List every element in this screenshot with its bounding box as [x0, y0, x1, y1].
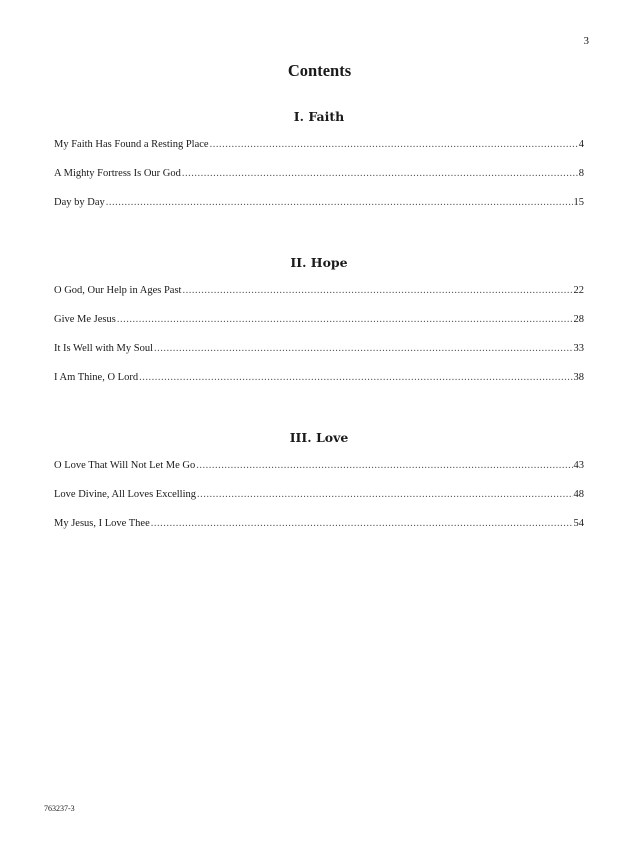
toc-entry-page: 28	[573, 314, 584, 325]
toc-entry-title: O God, Our Help in Ages Past	[54, 285, 182, 296]
toc-entry-title: Day by Day	[54, 197, 105, 208]
toc-entry[interactable]	[54, 518, 584, 547]
toc-entry[interactable]	[54, 139, 584, 168]
section-faith	[54, 108, 584, 226]
page-number: 3	[583, 35, 589, 47]
toc-entry-page: 38	[573, 372, 584, 383]
toc-entry[interactable]	[54, 343, 584, 372]
toc-entry-page: 43	[573, 460, 584, 471]
section-hope	[54, 254, 584, 401]
footer-code: 763237-3	[44, 804, 75, 813]
page-title: Contents	[287, 61, 352, 80]
toc-entry[interactable]	[54, 489, 584, 518]
toc-entry-title: O Love That Will Not Let Me Go	[54, 460, 196, 471]
toc-entry-title: My Jesus, I Love Thee	[54, 518, 150, 529]
toc-entry-title: My Faith Has Found a Resting Place	[54, 139, 209, 150]
toc-entry[interactable]	[54, 314, 584, 343]
section-heading: I. Faith	[293, 109, 345, 124]
dot-leader	[154, 343, 572, 354]
section-heading: II. Hope	[290, 255, 348, 270]
dot-leader	[139, 372, 572, 383]
toc-entry-page: 4	[578, 139, 584, 150]
toc-entry-page: 48	[573, 489, 584, 500]
toc-entry-title: A Mighty Fortress Is Our God	[54, 168, 181, 179]
dot-leader	[196, 460, 572, 471]
dot-leader	[210, 139, 578, 150]
toc-entry[interactable]	[54, 168, 584, 197]
toc-entry-page: 15	[573, 197, 584, 208]
toc-entry-title: I Am Thine, O Lord	[54, 372, 139, 383]
toc-entry-page: 22	[573, 285, 584, 296]
toc-entry[interactable]	[54, 285, 584, 314]
toc-entry-page: 8	[578, 168, 584, 179]
toc-entry[interactable]	[54, 460, 584, 489]
dot-leader	[106, 197, 573, 208]
toc-entry-title: Give Me Jesus	[54, 314, 116, 325]
dot-leader	[197, 489, 572, 500]
section-heading: III. Love	[289, 430, 349, 445]
dot-leader	[151, 518, 573, 529]
toc-entry[interactable]	[54, 197, 584, 226]
toc-entry-page: 33	[573, 343, 584, 354]
toc-entry-title: It Is Well with My Soul	[54, 343, 154, 354]
toc-entry-title: Love Divine, All Loves Excelling	[54, 489, 197, 500]
toc-entry[interactable]	[54, 372, 584, 401]
toc-entry-page: 54	[573, 518, 584, 529]
dot-leader	[182, 168, 578, 179]
dot-leader	[182, 285, 572, 296]
section-love	[54, 429, 584, 547]
dot-leader	[117, 314, 573, 325]
